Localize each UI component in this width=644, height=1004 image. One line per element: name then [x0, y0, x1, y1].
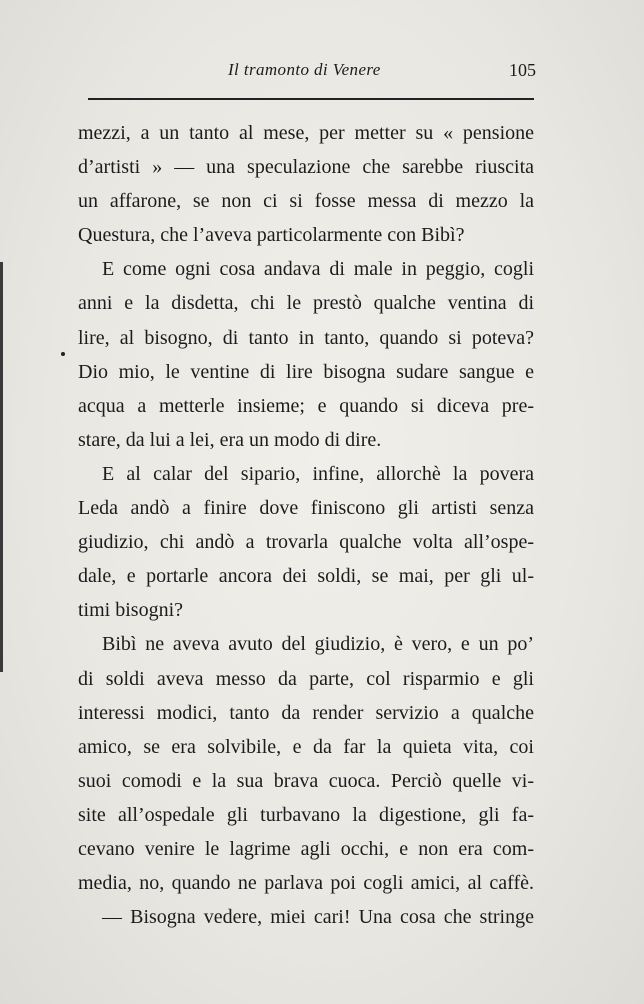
text-line: Questura, che l’aveva particolarmente con Bibì?: [78, 224, 465, 247]
text-line: Dio mio, le ventine di lire bisogna sudare sangue e: [78, 360, 534, 383]
text-line: acqua a metterle insieme; e quando si diceva pre-: [78, 394, 534, 417]
text-line: E al calar del sipario, infine, allorchè la povera: [102, 462, 534, 485]
ink-speck: [61, 352, 65, 356]
text-line: anni e la disdetta, chi le prestò qualche ventina di: [78, 292, 534, 315]
text-line: amico, se era solvibile, e da far la quieta vita, coi: [78, 735, 534, 758]
text-line: stare, da lui a lei, era un modo di dire.: [78, 428, 382, 451]
text-line: lire, al bisogno, di tanto in tanto, quando si poteva?: [78, 326, 534, 349]
text-line: di soldi aveva messo da parte, col risparmio e gli: [78, 667, 534, 690]
text-line: E come ogni cosa andava di male in peggio, cogli: [102, 258, 534, 281]
page-number: 105: [509, 60, 536, 80]
text-line: giudizio, chi andò a trovarla qualche volta all’ospe-: [78, 531, 534, 554]
text-line: mezzi, a un tanto al mese, per metter su « pensione: [78, 122, 534, 144]
text-line: dale, e portarle ancora dei soldi, se mai, per gli ul-: [78, 565, 534, 588]
running-head: [84, 60, 540, 88]
header-rule: [88, 98, 534, 100]
text-line: timi bisogni?: [78, 599, 183, 622]
text-line: media, no, quando ne parlava poi cogli amici, al caffè.: [78, 872, 534, 895]
binding-edge-mark: [0, 262, 3, 672]
text-line: Bibì ne aveva avuto del giudizio, è vero, e un po’: [102, 633, 534, 656]
body-text: [78, 116, 534, 934]
text-line: interessi modici, tanto da render servizio a qualche: [78, 701, 534, 724]
running-head-title: Il tramonto di Venere: [228, 60, 381, 79]
text-line: suoi comodi e la sua brava cuoca. Perciò quelle vi-: [78, 769, 534, 792]
text-line: d’artisti » — una speculazione che sarebbe riuscita: [78, 156, 534, 179]
text-line: site all’ospedale gli turbavano la digestione, gli fa-: [78, 803, 534, 826]
text-line: cevano venire le lagrime agli occhi, e non era com-: [78, 837, 534, 860]
text-line: — Bisogna vedere, miei cari! Una cosa che stringe: [102, 906, 534, 929]
text-line: un affarone, se non ci si fosse messa di mezzo la: [78, 190, 534, 213]
text-line: Leda andò a finire dove finiscono gli artisti senza: [78, 497, 534, 520]
